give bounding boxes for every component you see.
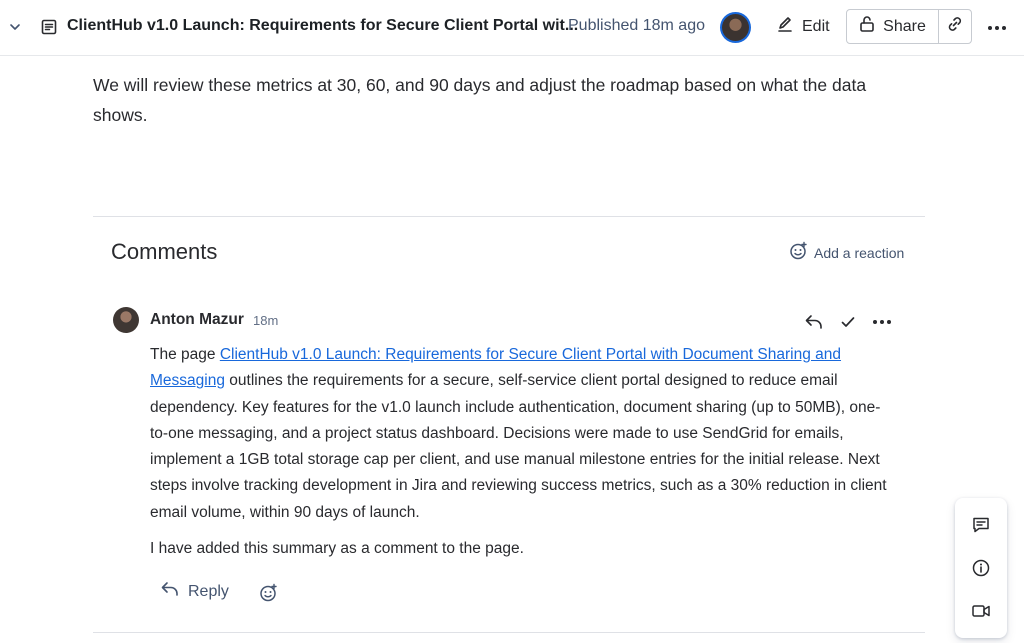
chevron-down-icon[interactable] <box>4 16 26 38</box>
comment-text-suffix: outlines the requirements for a secure, self-service client portal designed to reduce email dependency. Key features for the v1.0 launch include authentication, document sharing (up to 50MB), one-to-one messaging, and a project status dashboard. Decisions were made to use SendGrid for emails, implement a 1GB total storage cap per client, and use manual milestone entries for the initial release. Next steps involve tracking development in Jira and reviewing success metrics, such as a 30% reduction in client email volume, within 90 days of launch. <box>150 372 887 521</box>
share-label: Share <box>883 17 926 35</box>
publish-status: Published 18m ago <box>568 17 705 34</box>
share-button[interactable] <box>847 10 939 43</box>
more-icon <box>987 18 1007 36</box>
reply-icon <box>160 580 180 603</box>
side-toolbar <box>955 498 1007 638</box>
link-icon <box>946 15 964 38</box>
avatar[interactable] <box>720 12 751 43</box>
emoji-add-icon[interactable] <box>256 581 280 605</box>
video-icon[interactable] <box>965 595 997 627</box>
comment-author-avatar[interactable] <box>113 307 139 333</box>
pencil-icon <box>776 16 794 39</box>
comment-actions <box>802 310 894 334</box>
comment-text-prefix: The page <box>150 346 220 363</box>
comment-author[interactable]: Anton Mazur <box>150 311 244 328</box>
page-icon <box>39 16 59 38</box>
page-title: ClientHub v1.0 Launch: Requirements for Secure Client Portal wit... <box>67 17 579 34</box>
divider <box>93 632 925 633</box>
comment-body <box>150 342 895 526</box>
add-reaction-button[interactable] <box>788 241 904 264</box>
share-group <box>846 9 972 44</box>
reply-button[interactable] <box>160 580 229 603</box>
add-reaction-label: Add a reaction <box>814 244 905 261</box>
edit-label: Edit <box>802 18 830 35</box>
more-icon[interactable] <box>870 310 894 334</box>
divider <box>93 216 925 217</box>
page-header <box>0 0 1024 56</box>
lock-icon <box>859 15 875 38</box>
reply-label: Reply <box>188 582 229 600</box>
comment-body-second: I have added this summary as a comment to the page. <box>150 540 524 557</box>
more-actions-button[interactable] <box>984 14 1010 40</box>
info-icon[interactable] <box>965 552 997 584</box>
comment-time[interactable]: 18m <box>253 313 279 328</box>
page-body-paragraph: We will review these metrics at 30, 60, and 90 days and adjust the roadmap based on what the data shows. <box>93 75 867 125</box>
comments-heading: Comments <box>111 239 218 264</box>
reply-arrow-icon[interactable] <box>802 310 826 334</box>
page-link[interactable]: ClientHub v1.0 Launch: Requirements for Secure Client Portal with Document Sharing and Messaging <box>150 346 842 390</box>
comment-panel-icon[interactable] <box>965 509 997 541</box>
copy-link-button[interactable] <box>939 10 971 43</box>
edit-button[interactable] <box>768 10 838 44</box>
resolve-check-icon[interactable] <box>836 310 860 334</box>
emoji-add-icon <box>788 241 808 264</box>
